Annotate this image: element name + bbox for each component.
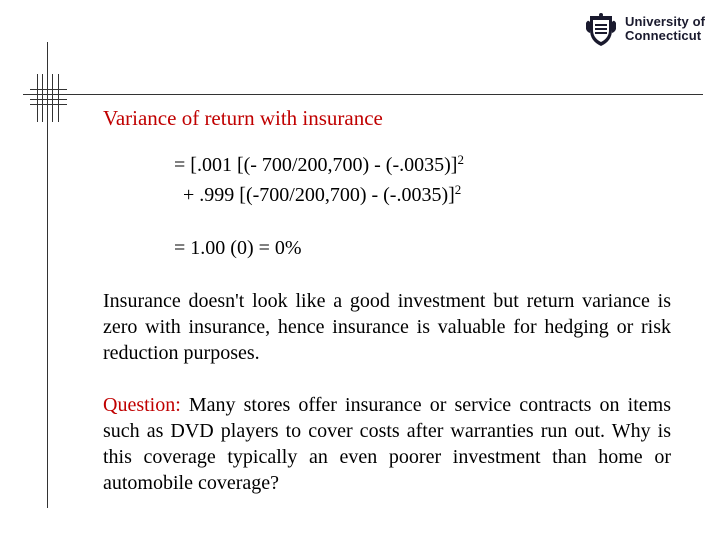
slide-title: Variance of return with insurance: [103, 106, 383, 130]
horizontal-rule-long: [23, 94, 703, 95]
horizontal-rule-short-1: [30, 89, 67, 90]
explanation-paragraph: Insurance doesn't look like a good investment but return variance is zero with insurance, hence insurance is valuable for hedging or risk reduction purposes.: [103, 290, 671, 364]
equation-line-1: [174, 154, 464, 177]
equation-line-2-text: + .999 [(-700/200,700) - (-.0035)]: [183, 184, 455, 206]
equation-line-1-text: = [.001 [(- 700/200,700) - (-.0035)]: [174, 154, 458, 176]
vertical-rule-short-4: [58, 74, 59, 122]
vertical-rule-short-1: [37, 74, 38, 122]
vertical-rule-long: [47, 42, 48, 508]
question-label: Question:: [103, 394, 181, 416]
vertical-rule-short-3: [52, 74, 53, 122]
question-paragraph: [103, 392, 671, 496]
horizontal-rule-short-3: [30, 104, 67, 105]
university-name: [625, 15, 705, 43]
equation-line-2: [183, 184, 461, 207]
university-name-line2: Connecticut: [625, 28, 702, 43]
equation-line-1-exponent: 2: [457, 152, 464, 167]
university-name-line1: University of: [625, 14, 706, 29]
equation-result: = 1.00 (0) = 0%: [174, 237, 302, 259]
question-text: Many stores offer insurance or service contracts on items such as DVD players to cover costs after warranties run out. Why is this coverage typically an even poorer investment than home or automobile coverage?: [103, 394, 671, 494]
university-crest-icon: [586, 13, 616, 47]
equation-line-2-exponent: 2: [454, 182, 462, 197]
university-logo: [586, 12, 706, 48]
vertical-rule-short-2: [42, 74, 43, 122]
horizontal-rule-short-2: [30, 99, 67, 100]
